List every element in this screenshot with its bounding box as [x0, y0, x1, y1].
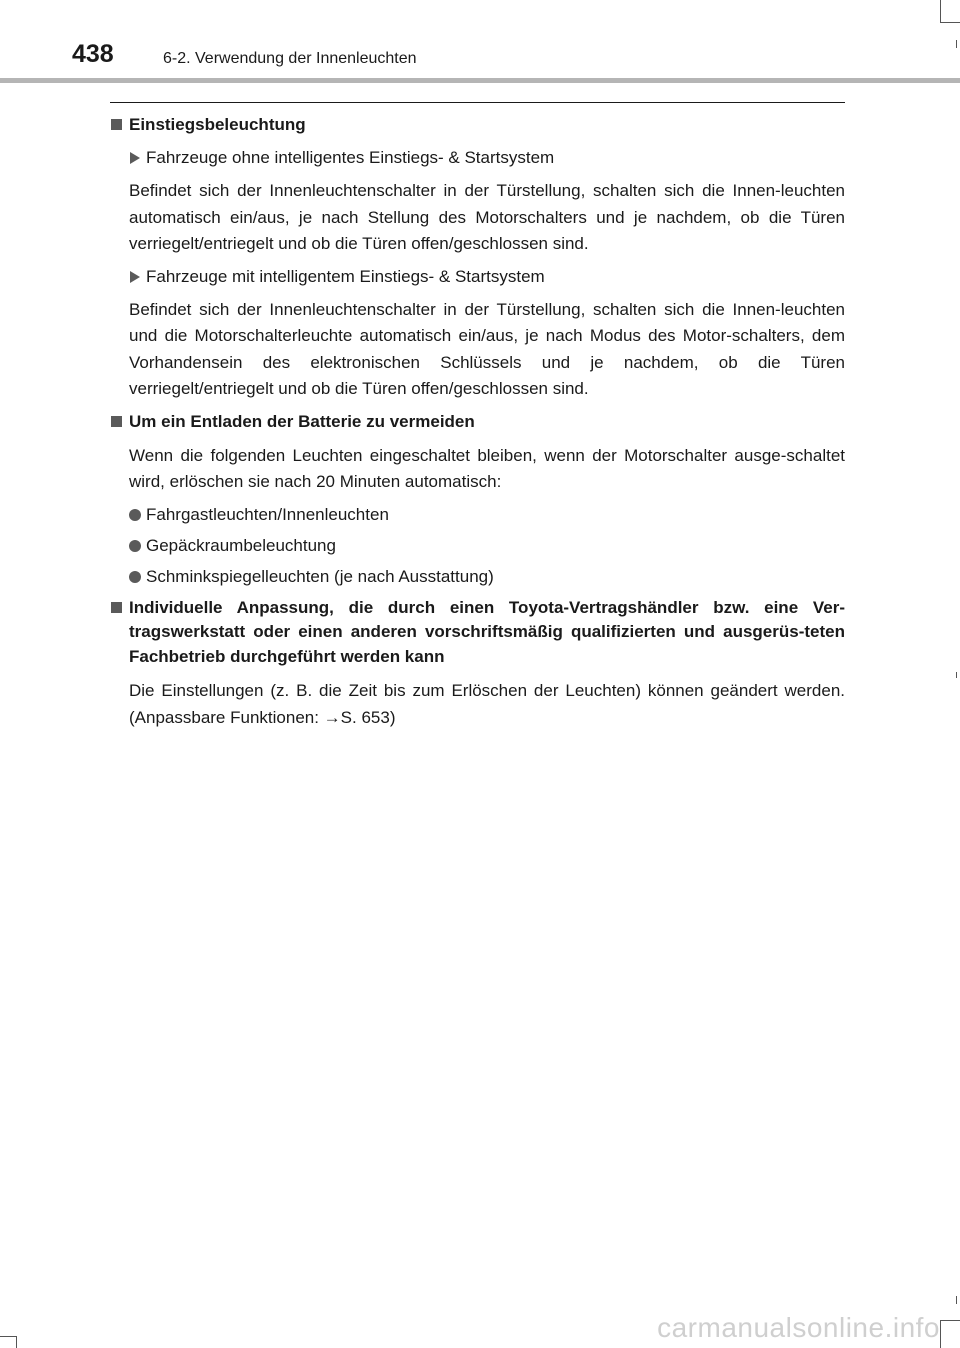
heading-text: Individuelle Anpassung, die durch einen Toyota-Vertragshändler bzw. eine Ver-tragswerkstatt oder einen anderen vorschriftsmäßig qualifizierten und ausgerüs-teten Fachbetrieb durchgeführt werden kann — [129, 597, 845, 666]
paragraph: Befindet sich der Innenleuchtenschalter in der Türstellung, schalten sich die Innen-leuchten und die Motorschalterleuchte automatisch ein/aus, je nach Modus des Motor-schalters, dem Vorhandensein des elektronischen Schlüssels und je nachdem, ob die Türen verriegelt/entriegelt und ob die Türen offen/geschlossen sind. — [129, 299, 845, 398]
circle-bullet-icon — [129, 540, 141, 552]
watermark: carmanualsonline.info — [657, 1312, 940, 1343]
heading-text: Einstiegsbeleuchtung — [129, 115, 306, 134]
list-item-text: Schminkspiegelleuchten (je nach Ausstattung) — [146, 566, 494, 586]
square-bullet-icon — [111, 602, 122, 613]
circle-bullet-icon — [129, 571, 141, 583]
heading-einstiegsbeleuchtung — [110, 113, 845, 137]
page-number: 438 — [72, 40, 114, 68]
crop-mark — [0, 1336, 16, 1337]
paragraph: Die Einstellungen (z. B. die Zeit bis zum Erlöschen der Leuchten) können geändert werden. (Anpassbare Funktionen: →S. 653) — [129, 681, 845, 727]
crop-mark — [940, 1320, 960, 1321]
list-item-text: Fahrgastleuchten/Innenleuchten — [146, 504, 389, 524]
subheading-text: Fahrzeuge mit intelligentem Einstiegs- & Startsystem — [146, 266, 545, 286]
list-item — [110, 565, 845, 589]
crop-mark — [956, 40, 957, 48]
list-item — [110, 503, 845, 527]
square-bullet-icon — [111, 119, 122, 130]
triangle-bullet-icon — [130, 152, 140, 164]
page-content — [110, 102, 845, 738]
paragraph: Befindet sich der Innenleuchtenschalter in der Türstellung, schalten sich die Innen-leuchten automatisch ein/aus, je nach Stellung des Motorschalters und je nachdem, ob die Türen verriegelt/entriegelt und ob die Türen offen/geschlossen sind. — [129, 181, 845, 253]
crop-mark — [956, 1296, 957, 1304]
list-item-text: Gepäckraumbeleuchtung — [146, 535, 336, 555]
crop-mark — [940, 22, 960, 23]
heading-text: Um ein Entladen der Batterie zu vermeiden — [129, 411, 475, 431]
paragraph: Wenn die folgenden Leuchten eingeschaltet bleiben, wenn der Motorschalter ausge-schaltet wird, erlöschen sie nach 20 Minuten automatisch: — [129, 445, 845, 491]
subheading — [110, 146, 845, 170]
crop-mark — [16, 1336, 17, 1348]
triangle-bullet-icon — [130, 271, 140, 283]
subheading — [110, 265, 845, 289]
header-rule — [0, 78, 960, 83]
circle-bullet-icon — [129, 509, 141, 521]
subheading-text: Fahrzeuge ohne intelligentes Einstiegs- & Startsystem — [146, 148, 555, 167]
list-item — [110, 534, 845, 558]
section-title: 6-2. Verwendung der Innenleuchten — [163, 50, 417, 67]
heading-anpassung — [110, 596, 845, 670]
crop-mark — [956, 672, 957, 678]
crop-mark — [940, 0, 941, 22]
crop-mark — [940, 1320, 941, 1348]
square-bullet-icon — [111, 416, 122, 427]
heading-batterie — [110, 410, 845, 434]
